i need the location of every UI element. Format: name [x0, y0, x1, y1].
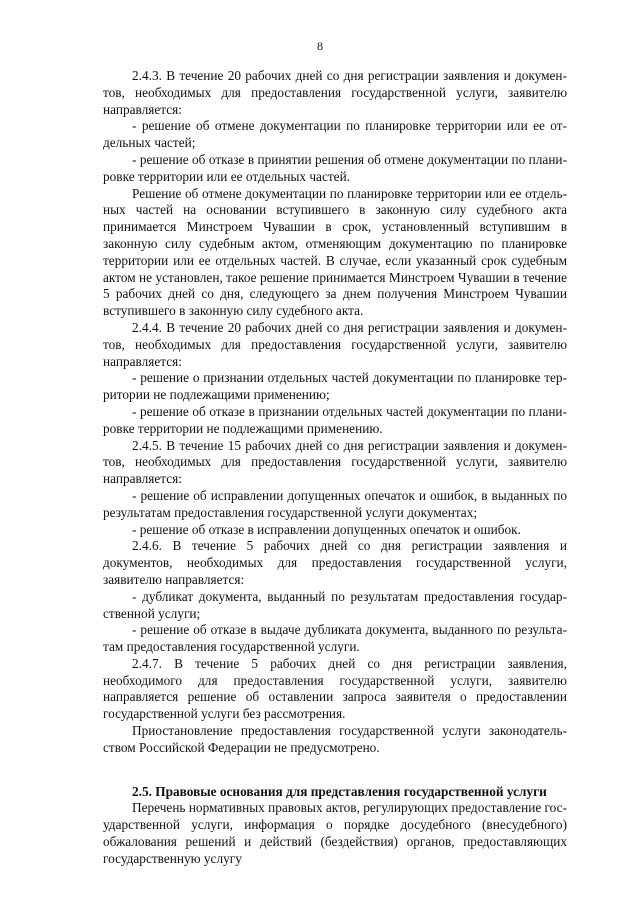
page-number: 8 — [317, 39, 323, 53]
list-item: - решение об отмене документации по планировке территории или ее отдельных частей; — [103, 118, 567, 151]
paragraph-legal-acts: Перечень нормативных правовых актов, регулирующих предоставление государственной услуги, информация о порядке досудебного (внесудебного) обжалования решений и действий (бездействия) органов, предоставляющих государственную услугу — [103, 800, 567, 866]
list-item: - решение об отказе в выдаче дубликата документа, выданного по результатам предоставления государственной услуги. — [103, 622, 567, 655]
list-item: - дубликат документа, выданный по результатам предоставления государственной услуги; — [103, 588, 567, 621]
paragraph-2-4-3: 2.4.3. В течение 20 рабочих дней со дня регистрации заявления и документов, необходимых для предоставления государственной услуги, заявителю направляется: — [103, 68, 567, 117]
list-item: - решение об исправлении допущенных опечаток и ошибок, в выданных по результатам предоставления государственной услуги документах; — [103, 487, 567, 520]
paragraph-2-4-7: 2.4.7. В течение 5 рабочих дней со дня регистрации заявления, необходимого для предоставления государственной услуги, заявителю направляется решение об оставлении запроса заявителя о предоставлении государственной услуги без рассмотрения. — [103, 655, 567, 722]
list-item: - решение о признании отдельных частей документации по планировке территории не подлежащими применению; — [103, 370, 567, 403]
list-item: - решение об отказе в принятии решения об отмене документации по планировке территории или ее отдельных частей. — [103, 151, 567, 184]
list-item: - решение об отказе в исправлении допущенных опечаток и ошибок. — [132, 521, 521, 537]
paragraph-2-4-5: 2.4.5. В течение 15 рабочих дней со дня регистрации заявления и документов, необходимых для предоставления государственной услуги, заявителю направляется: — [103, 437, 567, 487]
section-spacer — [103, 757, 567, 784]
section-heading: 2.5. Правовые основания для представления государственной услуги — [132, 783, 547, 799]
list-item: - решение об отказе в признании отдельных частей документации по планировке территории не подлежащими применению. — [103, 403, 567, 436]
paragraph-court-decision: Решение об отмене документации по планировке территории или ее отдельных частей на основании вступившего в законную силу судебного акта принимается Минстроем Чувашии в срок, установленный вступившим в законную силу судебным актом, отменяющим документацию по планировке территории или ее отдельных частей. В случае, если указанный срок судебным актом не установлен, такое решение принимается Минстроем Чувашии в течение 5 рабочих дней со дня, следующего за днем получения Минстроем Чувашии вступившего в законную силу судебного акта. — [103, 185, 567, 319]
paragraph-2-4-6: 2.4.6. В течение 5 рабочих дней со дня регистрации заявления и документов, необходимых для предоставления государственной услуги, заявителю направляется: — [103, 538, 567, 587]
paragraph-2-4-4: 2.4.4. В течение 20 рабочих дней со дня регистрации заявления и документов, необходимых для предоставления государственной услуги, заявителю направляется: — [103, 319, 567, 369]
paragraph-suspension: Приостановление предоставления государственной услуги законодательством Российской Федерации не предусмотрено. — [103, 723, 567, 755]
document-body — [103, 68, 567, 868]
